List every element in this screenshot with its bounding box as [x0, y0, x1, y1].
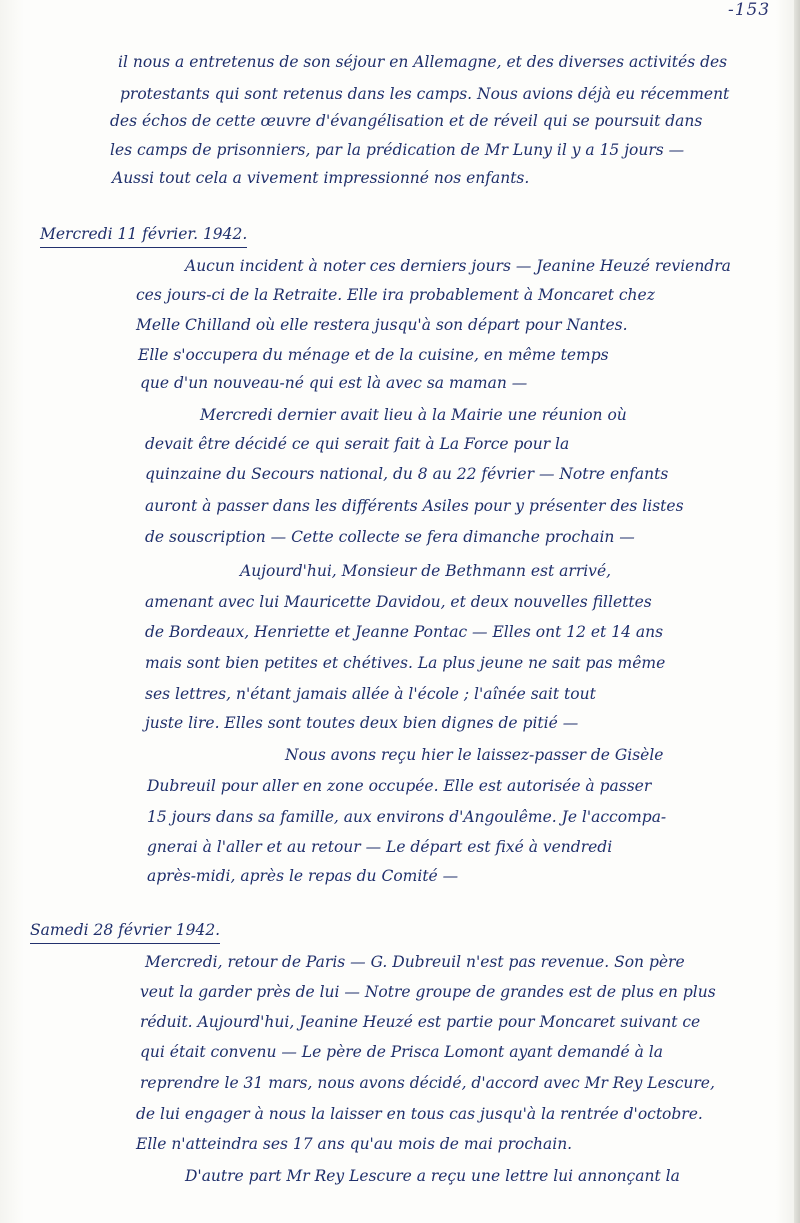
text-line: protestants qui sont retenus dans les camps. Nous avions déjà eu récemment — [120, 85, 730, 103]
text-line: Mercredi dernier avait lieu à la Mairie une réunion où — [200, 406, 627, 424]
text-line: reprendre le 31 mars, nous avons décidé, d'accord avec Mr Rey Lescure, — [140, 1074, 715, 1092]
text-line: de souscription — Cette collecte se fera dimanche prochain — — [145, 528, 635, 546]
page-number: -153 — [728, 0, 771, 20]
text-line: gnerai à l'aller et au retour — Le départ est fixé à vendredi — [147, 838, 613, 856]
text-line: des échos de cette œuvre d'évangélisation et de réveil qui se poursuit dans — [110, 112, 703, 130]
text-line: quinzaine du Secours national, du 8 au 22 février — Notre enfants — [145, 465, 669, 483]
text-line: les camps de prisonniers, par la prédication de Mr Luny il y a 15 jours — — [110, 141, 685, 159]
text-line: Mercredi, retour de Paris — G. Dubreuil n'est pas revenue. Son père — [145, 953, 685, 971]
text-line: réduit. Aujourd'hui, Jeanine Heuzé est partie pour Moncaret suivant ce — [140, 1013, 701, 1031]
text-line: Aucun incident à noter ces derniers jours — Jeanine Heuzé reviendra — [185, 257, 731, 275]
page-edge — [794, 0, 800, 1223]
text-line: Elle s'occupera du ménage et de la cuisine, en même temps — [138, 346, 609, 364]
text-line: mais sont bien petites et chétives. La plus jeune ne sait pas même — [145, 654, 666, 672]
text-line: ces jours-ci de la Retraite. Elle ira probablement à Moncaret chez — [136, 286, 655, 304]
text-line: amenant avec lui Mauricette Davidou, et deux nouvelles fillettes — [145, 593, 652, 611]
text-line: veut la garder près de lui — Notre groupe de grandes est de plus en plus — [140, 983, 716, 1001]
text-line: que d'un nouveau-né qui est là avec sa maman — — [140, 374, 528, 392]
text-line: auront à passer dans les différents Asiles pour y présenter des listes — [145, 497, 684, 515]
text-line: Melle Chilland où elle restera jusqu'à son départ pour Nantes. — [136, 316, 628, 334]
text-line: 15 jours dans sa famille, aux environs d'Angoulême. Je l'accompa- — [147, 808, 667, 826]
text-line: Aujourd'hui, Monsieur de Bethmann est arrivé, — [240, 562, 612, 580]
text-line: Dubreuil pour aller en zone occupée. Elle est autorisée à passer — [147, 777, 652, 795]
text-line: juste lire. Elles sont toutes deux bien dignes de pitié — — [145, 714, 579, 732]
text-line: Aussi tout cela a vivement impressionné nos enfants. — [112, 169, 530, 187]
text-line: de lui engager à nous la laisser en tous cas jusqu'à la rentrée d'octobre. — [136, 1105, 703, 1123]
text-line: Elle n'atteindra ses 17 ans qu'au mois de mai prochain. — [136, 1135, 573, 1153]
text-line: Nous avons reçu hier le laissez-passer de Gisèle — [285, 746, 664, 764]
text-line: il nous a entretenus de son séjour en Allemagne, et des diverses activités des — [118, 53, 728, 71]
text-line: ses lettres, n'étant jamais allée à l'école ; l'aînée sait tout — [145, 685, 596, 703]
text-line: D'autre part Mr Rey Lescure a reçu une lettre lui annonçant la — [185, 1167, 680, 1185]
text-line: après-midi, après le repas du Comité — — [147, 867, 459, 885]
text-line: qui était convenu — Le père de Prisca Lomont ayant demandé à la — [140, 1043, 663, 1061]
text-line: devait être décidé ce qui serait fait à La Force pour la — [145, 435, 570, 453]
entry-heading: Samedi 28 février 1942. — [30, 920, 220, 944]
text-line: de Bordeaux, Henriette et Jeanne Pontac — Elles ont 12 et 14 ans — [145, 623, 664, 641]
entry-heading: Mercredi 11 février. 1942. — [40, 224, 247, 248]
